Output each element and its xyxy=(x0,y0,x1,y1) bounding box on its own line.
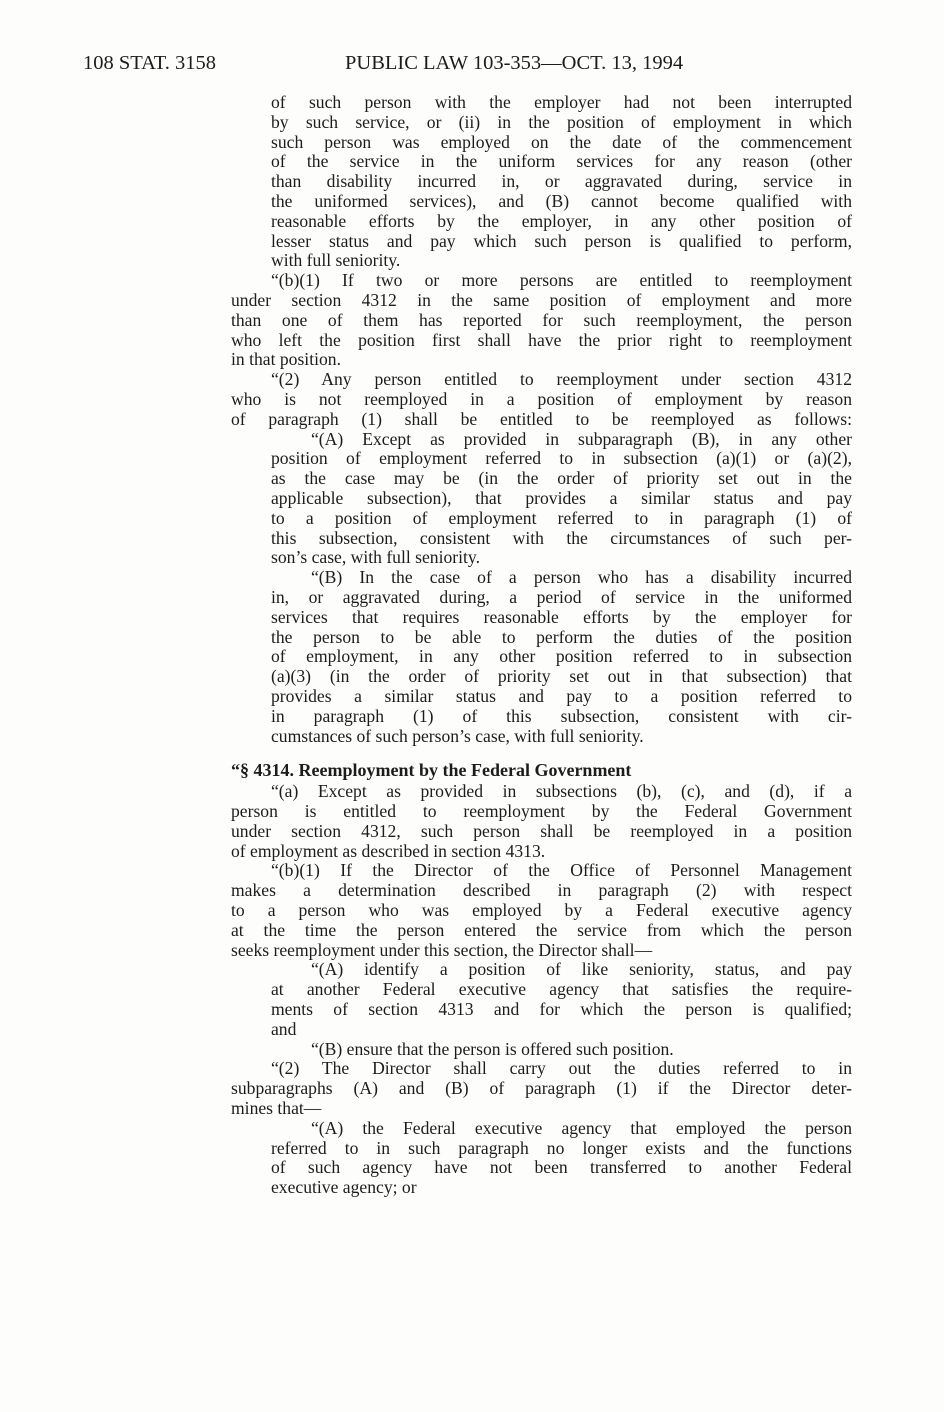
text-line: in that position. xyxy=(231,349,341,370)
text-line: and xyxy=(271,1018,297,1039)
law-title: PUBLIC LAW 103-353—OCT. 13, 1994 xyxy=(345,52,684,74)
text-line: “(2) Any person entitled to reemployment under section 4312 xyxy=(271,369,852,390)
text-line: position of employment referred to in subsection (a)(1) or (a)(2), xyxy=(271,448,852,469)
text-line: the uniformed services), and (B) cannot become qualified with xyxy=(271,190,852,211)
text-line: mines that— xyxy=(231,1098,322,1119)
section-heading: “§ 4314. Reemployment by the Federal Government xyxy=(231,760,632,781)
text-line: makes a determination described in paragraph (2) with respect xyxy=(231,880,852,901)
text-line: person is entitled to reemployment by the Federal Government xyxy=(231,801,852,822)
text-line: (a)(3) (in the order of priority set out in that subsection) that xyxy=(271,666,852,687)
text-line: than one of them has reported for such reemployment, the person xyxy=(231,309,852,330)
text-line: of such agency have not been transferred to another Federal xyxy=(271,1157,852,1178)
text-line: of paragraph (1) shall be entitled to be reemployed as follows: xyxy=(231,408,852,429)
text-line: of employment as described in section 4313. xyxy=(231,840,546,861)
page-header xyxy=(83,50,743,76)
stat-reference: 108 STAT. 3158 xyxy=(83,52,216,74)
text-line: applicable subsection), that provides a similar status and pay xyxy=(271,487,852,508)
text-line: than disability incurred in, or aggravated during, service in xyxy=(271,171,852,192)
text-line: subparagraphs (A) and (B) of paragraph (1) if the Director deter- xyxy=(231,1078,852,1099)
text-line: “(A) Except as provided in subparagraph (B), in any other xyxy=(311,428,852,449)
text-line: services that requires reasonable efforts by the employer for xyxy=(271,606,852,627)
text-line: son’s case, with full seniority. xyxy=(271,547,480,568)
text-line: of such person with the employer had not been interrupted xyxy=(271,92,852,112)
text-line: this subsection, consistent with the circumstances of such per- xyxy=(271,527,852,548)
text-line: of employment, in any other position referred to in subsection xyxy=(271,646,852,667)
text-line: at another Federal executive agency that satisfies the require- xyxy=(271,979,852,1000)
text-line: “(A) the Federal executive agency that employed the person xyxy=(311,1117,852,1138)
text-block-4314 xyxy=(231,782,852,1198)
text-line: ments of section 4313 and for which the person is qualified; xyxy=(271,999,852,1020)
text-line: of the service in the uniform services for any reason (other xyxy=(271,151,852,172)
text-line: such person was employed on the date of the commencement xyxy=(271,131,852,152)
text-line: executive agency; or xyxy=(271,1177,417,1198)
text-line: “(b)(1) If the Director of the Office of Personnel Management xyxy=(271,860,852,881)
text-line: with full seniority. xyxy=(271,250,401,271)
text-line: in paragraph (1) of this subsection, consistent with cir- xyxy=(271,705,852,726)
text-line: seeks reemployment under this section, the Director shall— xyxy=(231,939,653,960)
text-line: “(B) In the case of a person who has a disability incurred xyxy=(311,567,852,588)
text-line: “(b)(1) If two or more persons are entitled to reemployment xyxy=(271,270,852,291)
text-line: the person to be able to perform the duties of the position xyxy=(271,626,852,647)
text-line: under section 4312 in the same position of employment and more xyxy=(231,289,852,310)
text-line: “(A) identify a position of like seniority, status, and pay xyxy=(311,959,852,980)
text-line: who left the position first shall have the prior right to reemployment xyxy=(231,329,852,350)
document-body xyxy=(231,93,852,1198)
text-line: lesser status and pay which such person is qualified to perform, xyxy=(271,230,852,251)
text-line: to a person who was employed by a Federal executive agency xyxy=(231,900,852,921)
text-line: cumstances of such person’s case, with full seniority. xyxy=(271,725,644,746)
text-line: under section 4312, such person shall be reemployed in a position xyxy=(231,820,852,841)
text-line: in, or aggravated during, a period of service in the uniformed xyxy=(271,586,852,607)
text-block-4313b xyxy=(231,93,852,746)
text-line: “(a) Except as provided in subsections (b), (c), and (d), if a xyxy=(271,781,852,802)
text-line: “(B) ensure that the person is offered such position. xyxy=(311,1038,674,1059)
text-line: reasonable efforts by the employer, in any other position of xyxy=(271,210,852,231)
text-line: referred to in such paragraph no longer exists and the functions xyxy=(271,1137,852,1158)
text-line: at the time the person entered the service from which the person xyxy=(231,919,852,940)
text-line: to a position of employment referred to in paragraph (1) of xyxy=(271,507,852,528)
text-line: by such service, or (ii) in the position of employment in which xyxy=(271,111,852,132)
text-line: “(2) The Director shall carry out the duties referred to in xyxy=(271,1058,852,1079)
text-line: who is not reemployed in a position of employment by reason xyxy=(231,388,852,409)
text-line: provides a similar status and pay to a position referred to xyxy=(271,685,852,706)
text-line: as the case may be (in the order of priority set out in the xyxy=(271,468,852,489)
